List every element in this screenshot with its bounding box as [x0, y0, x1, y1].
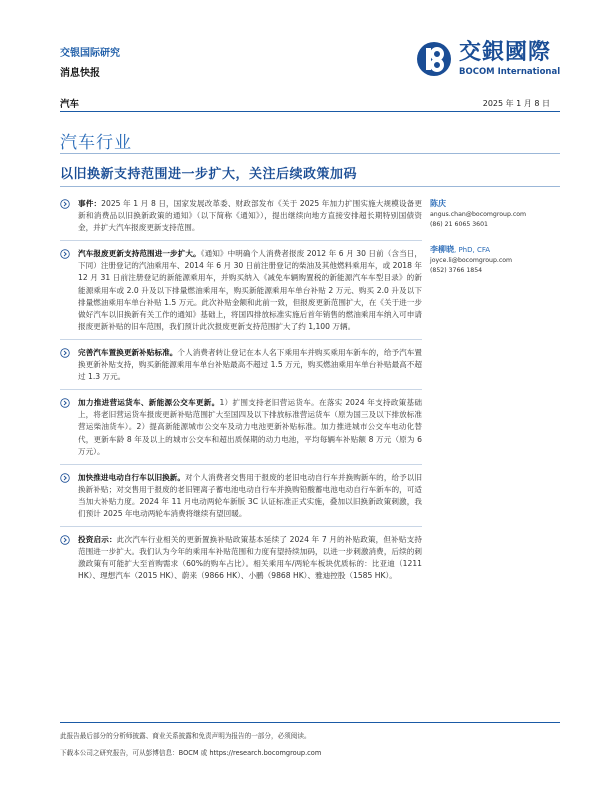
logo-english-name: BOCOM International [459, 67, 561, 77]
analyst-email[interactable]: angus.chan@bocomgroup.com [430, 211, 527, 218]
bullet-chevron-icon [60, 473, 70, 483]
paragraph-replacement [60, 347, 422, 383]
bullet-chevron-icon [60, 199, 70, 209]
paragraph-lead: 汽车报废更新支持范围进一步扩大。 [78, 249, 201, 259]
bocom-logo [415, 40, 575, 80]
paragraph-text: 《通知》中明确个人消费者报废 2012 年 6 月 30 日前（含当日，下同）注册登记的汽油乘用车、2014 年 6 月 30 日前注册登记的柴油及其他燃料乘用车，或 2018 年 12 月 31 日前注册登记的新能源乘用车，并购买纳入《减免车辆购置税的新能源汽车车型目录》的新能源乘用车或 2.0 升及以下排量燃油乘用车，购买新能源乘用车单台补贴 2 万元、购买 2.0 升及以下排量燃油乘用车单台补贴 1.5 万元。此次补贴金额和此前一致，但报废更新范围扩大，在《关于进一步做好汽车以旧换新有关工作的通知》基础上，将国四排放标准实施后首年销售的燃油乘用车纳入可申请报废更新补贴的旧车范围，我们预计此次报废更新支持范围扩大了约 1,100 万辆。 [78, 249, 423, 331]
header-left [60, 47, 120, 81]
paragraph-divider [60, 526, 422, 527]
paragraph-text: 1）扩围支持老旧营运货车。在落实 2024 年支持政策基础上，将老旧营运货车报废更新补贴范围扩大至国四及以下排放标准营运货车（原为国三及以下排放标准营运柴油货车）。2）提高新能源城市公交车及动力电池更新补贴标准。加力推进城市公交车电动化替代，更新车龄 8 年及以上的城市公交车和超出质保期的动力电池，平均每辆车补贴额 8 万元（原为 6 万元）。 [78, 398, 422, 456]
sector-label: 汽车 [60, 99, 80, 110]
paragraph-divider [60, 240, 422, 241]
report-body [60, 198, 422, 582]
bullet-chevron-icon [60, 535, 70, 545]
analyst-card [430, 244, 570, 276]
paragraph-lead: 完善汽车置换更新补贴标准。 [78, 347, 178, 357]
analyst-name: 陈庆 [430, 199, 446, 208]
paragraph-text: 个人消费者转让登记在本人名下乘用车并购买乘用车新车的，给予汽车置换更新补贴支持，购买新能源乘用车单台补贴最高不超过 1.5 万元，购买燃油乘用车单台补贴最高不超过 1.3 万元。 [78, 347, 423, 382]
paragraph-trucks-buses [60, 397, 422, 457]
bullet-chevron-icon [60, 348, 70, 358]
analyst-phone: (852) 3766 1854 [430, 267, 483, 274]
headline-divider [60, 186, 560, 187]
bullet-chevron-icon [60, 398, 70, 408]
paragraph-divider [60, 339, 422, 340]
industry-title: 汽车行业 [60, 133, 132, 153]
report-date: 2025 年 1 月 8 日 [482, 99, 550, 108]
paragraph-ebikes [60, 472, 422, 520]
paragraph-lead: 投资启示： [78, 535, 117, 545]
paragraph-event [60, 198, 422, 234]
footer-disclaimer: 此报告最后部分的分析师披露、商业关系披露和免责声明为报告的一部分，必须阅读。 [60, 732, 311, 740]
analyst-name: 李柳晓, PhD, CFA [430, 245, 491, 254]
analyst-email[interactable]: joyce.li@bocomgroup.com [430, 257, 513, 264]
footer-divider [60, 722, 560, 723]
footer-download-info[interactable]: 下载本公司之研究报告，可从彭博信息：BOCM 或 https://research.bocomgroup.com [60, 749, 322, 757]
paragraph-investment [60, 534, 422, 582]
footer [60, 728, 321, 762]
paragraph-lead: 加力推进营运货车、新能源公交车更新。 [78, 398, 220, 408]
logo-chinese-name: 交銀國際 [459, 40, 552, 65]
headline: 以旧换新支持范围进一步扩大，关注后续政策加码 [60, 167, 358, 182]
bullet-chevron-icon [60, 249, 70, 259]
paragraph-text: 此次汽车行业相关的更新置换补贴政策基本延续了 2024 年 7 月的补贴政策，但补贴支持范围进一步扩大。我们认为今年的乘用车补贴范围和力度有望持续加码，以进一步刺激消费，后续的刺激政策有可能扩大至首购需求（60%的购车占比）。相关乘用车/两轮车板块优质标的：比亚迪（1211 HK）、理想汽车（2015 HK）、蔚来（9866 HK）、小鹏（9868 HK）、雅迪控股（1585 HK）。 [78, 535, 422, 581]
org-name: 交银国际研究 [60, 48, 120, 59]
analyst-card [430, 198, 570, 230]
paragraph-scrappage [60, 248, 422, 333]
paragraph-divider [60, 464, 422, 465]
bocom-logo-icon [415, 40, 453, 78]
title-divider [60, 153, 560, 154]
analyst-panel [430, 198, 570, 290]
report-type: 消息快报 [60, 68, 100, 79]
header-divider [60, 111, 560, 112]
paragraph-text: 2025 年 1 月 8 日，国家发展改革委、财政部发布《关于 2025 年加力扩围实施大规模设备更新和消费品以旧换新政策的通知》（以下简称《通知》），提出继续向地方直接安排超长期特别国债资金，并扩大汽车报废更新支持范围。 [78, 199, 422, 233]
paragraph-divider [60, 389, 422, 390]
paragraph-lead: 事件： [78, 199, 102, 208]
paragraph-text: 对个人消费者交售用于报废的老旧电动自行车并换购新车的，给予以旧换新补贴；对交售用于报废的老旧锂离子蓄电池电动自行车并换购铅酸蓄电池电动自行车新车的，可适当加大补贴力度。2024 年 11 月电动两轮车新版 3C 认证标准正式实施，叠加以旧换新政策刺激，我们预计 2025 年电动两轮车消费将继续有望回暖。 [78, 472, 423, 518]
paragraph-lead: 加快推进电动自行车以旧换新。 [78, 472, 186, 482]
analyst-phone: (86) 21 6065 3601 [430, 221, 488, 228]
